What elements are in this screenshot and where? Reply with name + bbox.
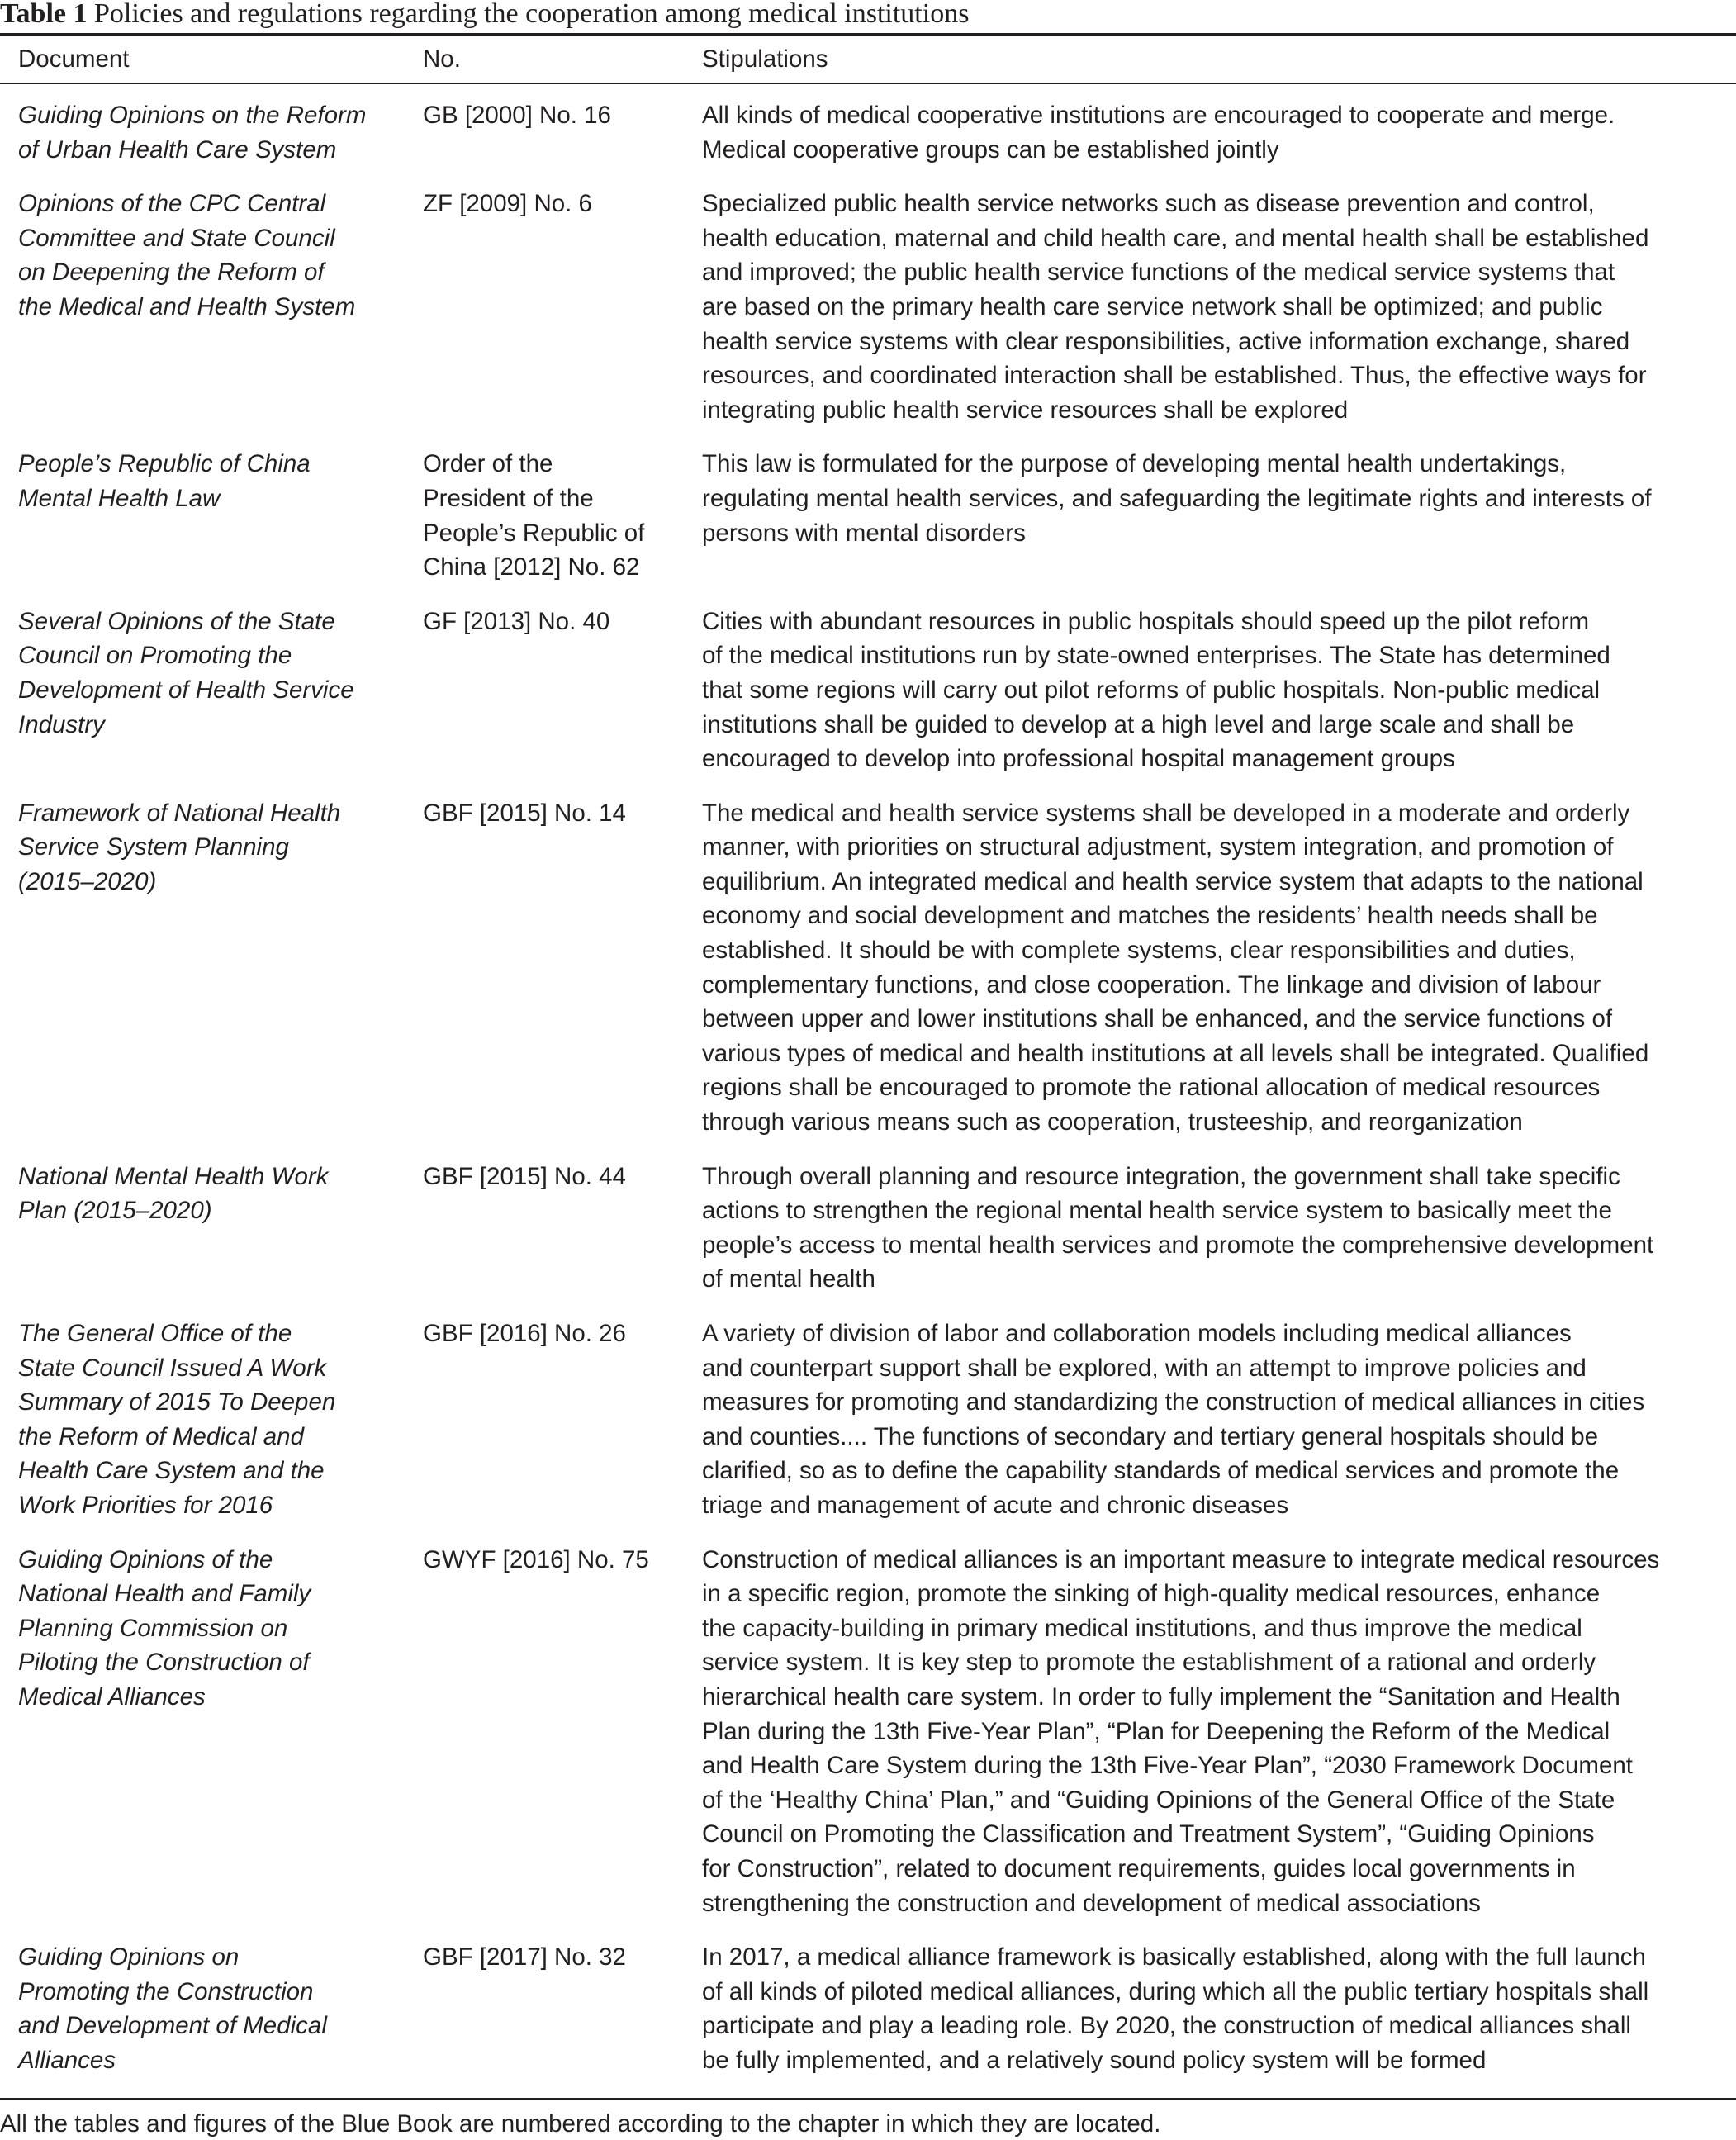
number-cell-line: GBF [2017] No. 32: [423, 1943, 626, 1972]
number-cell-line: GWYF [2016] No. 75: [423, 1545, 649, 1573]
document-cell-line: Several Opinions of the State: [18, 607, 335, 635]
table-caption: [0, 0, 969, 28]
stipulations-cell-line: in a specific region, promote the sinking of high-quality medical resources, enhance: [702, 1580, 1601, 1608]
table-row: [0, 591, 1736, 783]
number-cell: [405, 1146, 681, 1303]
document-cell-line: Development of Health Service: [18, 676, 354, 704]
document-cell-line: the Reform of Medical and: [18, 1422, 304, 1450]
stipulations-cell-line: of the ‘Healthy China’ Plan,” and “Guiding Opinions of the General Office of the State: [702, 1786, 1615, 1814]
document-cell: [0, 1530, 405, 1928]
stipulations-cell-line: participate and play a leading role. By 2020, the construction of medical alliances shall: [702, 2012, 1631, 2040]
stipulations-cell-line: complementary functions, and close cooperation. The linkage and division of labour: [702, 970, 1601, 999]
stipulations-cell-line: regulating mental health services, and safeguarding the legitimate rights and interests of: [702, 484, 1652, 512]
document-cell-line: Guiding Opinions on: [18, 1943, 240, 1972]
number-cell-line: GB [2000] No. 16: [423, 102, 611, 129]
document-cell: [0, 173, 405, 434]
stipulations-cell-line: encouraged to develop into professional hospital management groups: [702, 745, 1455, 773]
stipulations-cell-line: resources, and coordinated interaction shall be established. Thus, the effective ways for: [702, 362, 1647, 390]
number-cell: [405, 1530, 681, 1928]
document-cell-line: and Development of Medical: [18, 2012, 327, 2040]
number-cell: [405, 434, 681, 591]
stipulations-cell: [681, 173, 1736, 434]
number-cell: [405, 783, 681, 1146]
stipulations-cell-line: This law is formulated for the purpose of developing mental health undertakings,: [702, 450, 1567, 478]
stipulations-cell: [681, 1303, 1736, 1530]
stipulations-cell-line: between upper and lower institutions shall be enhanced, and the service functions of: [702, 1005, 1613, 1033]
stipulations-cell-line: the capacity-building in primary medical institutions, and thus improve the medical: [702, 1614, 1582, 1642]
number-cell: [405, 173, 681, 434]
table-row: [0, 173, 1736, 434]
column-header-number: No.: [423, 45, 461, 73]
table-row: [0, 434, 1736, 591]
document-cell-line: on Deepening the Reform of: [18, 259, 325, 287]
document-cell-line: Opinions of the CPC Central: [18, 190, 326, 218]
document-cell-line: Guiding Opinions on the Reform: [18, 102, 367, 129]
number-cell: [405, 591, 681, 783]
stipulations-cell-line: A variety of division of labor and collaboration models including medical alliances: [702, 1320, 1572, 1347]
stipulations-cell-line: are based on the primary health care service network shall be optimized; and public: [702, 292, 1603, 320]
table-row: [0, 1530, 1736, 1928]
stipulations-cell-line: hierarchical health care system. In order to fully implement the “Sanitation and Health: [702, 1682, 1620, 1711]
stipulations-cell-line: clarified, so as to define the capability standards of medical services and promote the: [702, 1457, 1620, 1485]
stipulations-cell-line: economy and social development and matches the residents’ health needs shall be: [702, 902, 1598, 930]
stipulations-cell-line: All kinds of medical cooperative institutions are encouraged to cooperate and merge.: [702, 102, 1615, 129]
document-cell-line: Promoting the Construction: [18, 1977, 314, 2005]
stipulations-cell: [681, 434, 1736, 591]
document-cell-line: Planning Commission on: [18, 1614, 288, 1642]
document-cell-line: Service System Planning: [18, 833, 289, 861]
document-cell-line: Guiding Opinions of the: [18, 1545, 273, 1573]
number-cell-line: GF [2013] No. 40: [423, 607, 610, 635]
number-cell-line: ZF [2009] No. 6: [423, 190, 592, 218]
document-cell-line: Work Priorities for 2016: [18, 1491, 273, 1519]
stipulations-cell-line: people’s access to mental health services and promote the comprehensive development: [702, 1231, 1654, 1259]
number-cell: [405, 1303, 681, 1530]
stipulations-cell-line: and improved; the public health service functions of the medical service systems that: [702, 259, 1615, 287]
stipulations-cell-line: manner, with priorities on structural adjustment, system integration, and promotion of: [702, 833, 1614, 861]
stipulations-cell-line: and counties.... The functions of secondary and tertiary general hospitals should be: [702, 1422, 1599, 1450]
table-footnote: All the tables and figures of the Blue Book are numbered according to the chapter in which they are located.: [0, 2110, 1161, 2138]
stipulations-cell-line: be fully implemented, and a relatively sound policy system will be formed: [702, 2046, 1487, 2074]
stipulations-cell-line: that some regions will carry out pilot reforms of public hospitals. Non-public medical: [702, 676, 1601, 704]
stipulations-cell-line: Cities with abundant resources in public hospitals should speed up the pilot reform: [702, 607, 1590, 635]
document-cell-line: State Council Issued A Work: [18, 1354, 327, 1382]
table-row: [0, 1303, 1736, 1530]
number-cell-line: GBF [2016] No. 26: [423, 1320, 626, 1347]
document-cell-line: Summary of 2015 To Deepen: [18, 1388, 336, 1416]
document-cell-line: Framework of National Health: [18, 799, 341, 827]
table-row: [0, 783, 1736, 1146]
stipulations-cell-line: measures for promoting and standardizing the construction of medical alliances in cities: [702, 1388, 1645, 1416]
document-cell-line: Piloting the Construction of: [18, 1649, 310, 1677]
stipulations-cell-line: various types of medical and health institutions at all levels shall be integrated. Qualified: [702, 1039, 1649, 1067]
document-cell: [0, 1146, 405, 1303]
stipulations-cell-line: of all kinds of piloted medical alliances, during which all the public tertiary hospitals shall: [702, 1977, 1649, 2005]
number-cell-line: People’s Republic of: [423, 519, 645, 547]
document-cell: [0, 783, 405, 1146]
document-cell-line: The General Office of the: [18, 1320, 292, 1347]
number-cell-line: Order of the: [423, 450, 553, 478]
stipulations-cell-line: service system. It is key step to promote the establishment of a rational and orderly: [702, 1649, 1596, 1677]
stipulations-cell-line: Council on Promoting the Classification and Treatment System”, “Guiding Opinions: [702, 1820, 1595, 1848]
table-body: [0, 83, 1736, 2084]
stipulations-cell-line: health service systems with clear responsibilities, active information exchange, shared: [702, 327, 1630, 355]
stipulations-cell: [681, 1530, 1736, 1928]
number-cell-line: President of the: [423, 484, 594, 512]
number-cell-line: China [2012] No. 62: [423, 553, 640, 581]
stipulations-cell-line: institutions shall be guided to develop at a high level and large scale and shall be: [702, 710, 1575, 738]
stipulations-cell: [681, 783, 1736, 1146]
stipulations-cell-line: persons with mental disorders: [702, 519, 1026, 547]
table-row: [0, 83, 1736, 173]
stipulations-cell-line: strengthening the construction and development of medical associations: [702, 1889, 1481, 1917]
table-header-row: [0, 36, 1736, 83]
stipulations-cell-line: for Construction”, related to document requirements, guides local governments in: [702, 1854, 1576, 1882]
document-cell-line: National Health and Family: [18, 1580, 311, 1608]
stipulations-cell-line: established. It should be with complete systems, clear responsibilities and duties,: [702, 937, 1576, 965]
document-cell-line: Council on Promoting the: [18, 642, 292, 670]
document-cell-line: Plan (2015–2020): [18, 1197, 212, 1225]
document-cell-line: Committee and State Council: [18, 224, 335, 252]
number-cell-line: GBF [2015] No. 14: [423, 799, 626, 827]
stipulations-cell-line: health education, maternal and child health care, and mental health shall be established: [702, 224, 1649, 252]
document-cell-line: Medical Alliances: [18, 1682, 206, 1711]
document-cell-line: of Urban Health Care System: [18, 135, 337, 164]
stipulations-cell-line: through various means such as cooperation, trusteeship, and reorganization: [702, 1108, 1523, 1136]
table-caption-text: Policies and regulations regarding the cooperation among medical institutions: [87, 0, 970, 29]
number-cell-line: GBF [2015] No. 44: [423, 1162, 626, 1190]
document-cell-line: Mental Health Law: [18, 484, 221, 512]
document-cell: [0, 1303, 405, 1530]
document-cell-line: Alliances: [18, 2046, 116, 2074]
stipulations-cell: [681, 83, 1736, 173]
stipulations-cell-line: Through overall planning and resource integration, the government shall take specific: [702, 1162, 1620, 1190]
stipulations-cell-line: Plan during the 13th Five-Year Plan”, “Plan for Deepening the Reform of the Medical: [702, 1717, 1610, 1745]
number-cell: [405, 1927, 681, 2084]
document-cell-line: the Medical and Health System: [18, 292, 356, 320]
document-cell-line: (2015–2020): [18, 867, 157, 895]
stipulations-cell-line: Construction of medical alliances is an important measure to integrate medical resources: [702, 1545, 1660, 1573]
table-row: [0, 1927, 1736, 2084]
stipulations-cell-line: and counterpart support shall be explored, with an attempt to improve policies and: [702, 1354, 1587, 1382]
column-header-stipulations: Stipulations: [702, 45, 828, 73]
table-row: [0, 1146, 1736, 1303]
stipulations-cell-line: regions shall be encouraged to promote the rational allocation of medical resources: [702, 1074, 1601, 1102]
document-cell: [0, 83, 405, 173]
stipulations-cell-line: triage and management of acute and chronic diseases: [702, 1491, 1289, 1519]
table-bottom-rule: [0, 2098, 1736, 2100]
stipulations-cell: [681, 591, 1736, 783]
number-cell: [405, 83, 681, 173]
document-cell-line: National Mental Health Work: [18, 1162, 329, 1190]
stipulations-cell-line: equilibrium. An integrated medical and health service system that adapts to the national: [702, 867, 1644, 895]
stipulations-cell-line: of the medical institutions run by state-owned enterprises. The State has determined: [702, 642, 1610, 670]
document-cell: [0, 1927, 405, 2084]
stipulations-cell-line: The medical and health service systems shall be developed in a moderate and orderly: [702, 799, 1630, 827]
document-cell: [0, 434, 405, 591]
stipulations-cell-line: integrating public health service resources shall be explored: [702, 396, 1349, 424]
stipulations-cell-line: In 2017, a medical alliance framework is basically established, along with the full launch: [702, 1943, 1646, 1972]
stipulations-cell-line: of mental health: [702, 1265, 875, 1293]
document-cell-line: People’s Republic of China: [18, 450, 311, 478]
document-cell: [0, 591, 405, 783]
column-header-document: Document: [18, 45, 130, 73]
table-caption-label: Table 1: [0, 0, 88, 29]
stipulations-cell-line: and Health Care System during the 13th Five-Year Plan”, “2030 Framework Document: [702, 1752, 1634, 1780]
document-cell-line: Industry: [18, 710, 105, 738]
stipulations-cell-line: Specialized public health service networks such as disease prevention and control,: [702, 190, 1595, 218]
policies-table: [0, 36, 1736, 2084]
stipulations-cell: [681, 1927, 1736, 2084]
stipulations-cell-line: Medical cooperative groups can be established jointly: [702, 135, 1279, 164]
stipulations-cell-line: actions to strengthen the regional mental health service system to basically meet the: [702, 1197, 1612, 1225]
document-cell-line: Health Care System and the: [18, 1457, 325, 1485]
stipulations-cell: [681, 1146, 1736, 1303]
